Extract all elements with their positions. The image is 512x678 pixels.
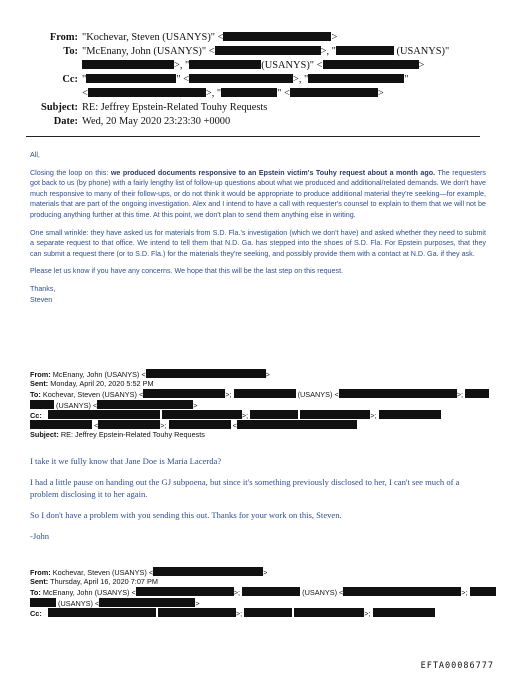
cc-sep: >, " [292,74,309,85]
cc-sep: " < [176,74,189,85]
header-date-row [26,116,486,130]
redaction-block [242,587,300,596]
cc-lt: < [82,88,88,99]
header-to-row-2 [26,60,486,74]
redaction-block [343,587,461,596]
redaction-block [86,74,176,83]
redaction-block [162,410,242,419]
header-from-row [26,32,486,46]
to-value: Kochevar, Steven (USANYS) < [42,390,144,400]
redaction-block [82,60,174,69]
forwarded-header-2: From: Kochevar, Steven (USANYS) < > Sent: Thursday, April 16, 2020 7:07 PM To: McEnany, John (USANYS) < >; (USANYS) < >; (USANYS) < > Cc: >; >; [30,567,486,618]
header-cc-row [26,74,486,88]
redaction-block [99,598,195,607]
cc-label: Cc: [30,608,42,618]
redaction-block [308,74,404,83]
redaction-block [30,598,56,607]
redaction-block [146,369,266,378]
signature-name: Steven [30,295,53,304]
from-end: > [331,32,338,43]
redaction-block [290,88,378,97]
reply-paragraph-2: One small wrinkle: they have asked us for materials from S.D. Fla.'s investigation (which we don't have) and asked whether they need to submit a separate request to that office. We intend to tell them that N.D. Ga. has stepped into the shoes of S.D. Fla. For Epstein purposes, that they can submit a request there (or to S.D. Fla.) for the materials they're seeking, and possibly provide them with a contact at N.D. Ga. if they ask. [30,228,486,258]
cc-quote: " [82,74,87,85]
date-value: Wed, 20 May 2020 23:23:30 +0000 [82,116,231,127]
cc-label: Cc: [62,74,78,85]
redaction-block [244,608,292,617]
redaction-block [300,410,370,419]
from-value: Kochevar, Steven (USANYS) < [52,568,154,577]
to-label: To: [63,46,78,57]
redaction-block [379,410,441,419]
from-label: From: [30,370,51,379]
to-sep: >, " [174,60,190,71]
redaction-block [98,420,160,429]
reply-paragraph-1: Closing the loop on this: we produced documents responsive to an Epstein victim's Touhy request about a month ago. The requesters got back to us (by phone) with a fairly lengthy list of follow-up questions about what we produced and additional/related demands. We don't have much responsive to many of their follow-ups, or do not think it would be appropriate to produce additional material they're seeking—for example, materials that are part of the ongoing investigation. Alex and I intend to have a call with requester's counsel to explain to them that we will not be producing anything further at this time. At this point, we don't plan to send them anything else in writing. [30,168,486,219]
john-message [30,455,486,551]
redaction-block [158,608,236,617]
redaction-block [88,88,206,97]
redaction-block [136,587,234,596]
header-cc-row-2 [26,88,486,102]
redaction-block [470,587,496,596]
from-value: McEnany, John (USANYS) < [52,370,146,379]
cc-sep: >, " [205,88,222,99]
redaction-block [223,32,331,41]
to-value: "McEnany, John (USANYS)" < [82,46,215,57]
from-label: From: [30,568,51,577]
redaction-block [250,410,298,419]
sent-value: Thursday, April 16, 2020 7:07 PM [50,577,158,587]
sent-value: Monday, April 20, 2020 5:52 PM [50,379,154,389]
document-id: EFTA00086777 [420,661,494,671]
redaction-block [294,608,364,617]
redaction-block [373,608,435,617]
cc-sep: " < [277,88,290,99]
greeting: All, [30,151,40,159]
redaction-block [237,420,357,429]
subject-label: Subject: [41,102,78,113]
redaction-block [336,46,394,55]
subject-value: RE: Jeffrey Epstein-Related Touhy Requests [82,102,268,113]
reply-body [30,150,486,305]
sent-label: Sent: [30,379,49,389]
subject-label: Subject: [30,430,59,440]
redaction-block [189,60,261,69]
header-to-row [26,46,486,60]
to-usanys: (USANYS)" [396,46,450,57]
redaction-block [234,389,296,398]
redaction-block [215,46,321,55]
to-value: McEnany, John (USANYS) < [42,588,136,598]
header-divider [26,136,480,137]
redaction-block [48,608,156,617]
redaction-block [169,420,231,429]
reply-paragraph-3: Please let us know if you have any concerns. We hope that this will be the last step on this request. [30,267,344,276]
john-paragraph-1: I take it we fully know that Jane Doe is Maria Lacerda? [30,456,222,466]
from-value: "Kochevar, Steven (USANYS)" < [82,32,224,43]
email-header [26,32,486,130]
to-label: To: [30,588,41,598]
header-subject-row [26,102,486,116]
redaction-block [221,88,277,97]
to-label: To: [30,390,41,400]
john-paragraph-2: I had a little pause on handing out the GJ subpoena, but since it's something previously disclosed to her, I can't see much of a problem disclosing it to her again. [30,477,460,499]
redaction-block [323,60,419,69]
to-end: > [418,60,425,71]
john-paragraph-3: So I don't have a problem with you sending this out. Thanks for your work on this, Steven. [30,510,342,520]
date-label: Date: [53,116,78,127]
redaction-block [48,410,160,419]
cc-end: > [377,88,384,99]
john-signature: -John [30,531,50,541]
redaction-block [189,74,293,83]
redaction-block [30,400,54,409]
cc-label: Cc: [30,410,42,420]
to-usanys: (USANYS)" < [261,60,323,71]
to-sep: >, " [320,46,336,57]
subject-value: RE: Jeffrey Epstein-Related Touhy Requests [60,430,205,440]
redaction-block [339,389,457,398]
redaction-block [153,567,263,576]
forwarded-header-1: From: McEnany, John (USANYS) < > Sent: Monday, April 20, 2020 5:52 PM To: Kochevar, Steven (USANYS) < >; (USANYS) < >; (USANYS) < > Cc: >; >; < >; < Subject: RE: Jeffrey Epstein-Related Touhy Requests [30,369,486,440]
cc-quote: " [404,74,409,85]
redaction-block [465,389,489,398]
redaction-block [30,420,92,429]
from-label: From: [49,32,78,43]
redaction-block [97,400,193,409]
signoff: Thanks, [30,284,56,293]
redaction-block [143,389,225,398]
sent-label: Sent: [30,577,49,587]
